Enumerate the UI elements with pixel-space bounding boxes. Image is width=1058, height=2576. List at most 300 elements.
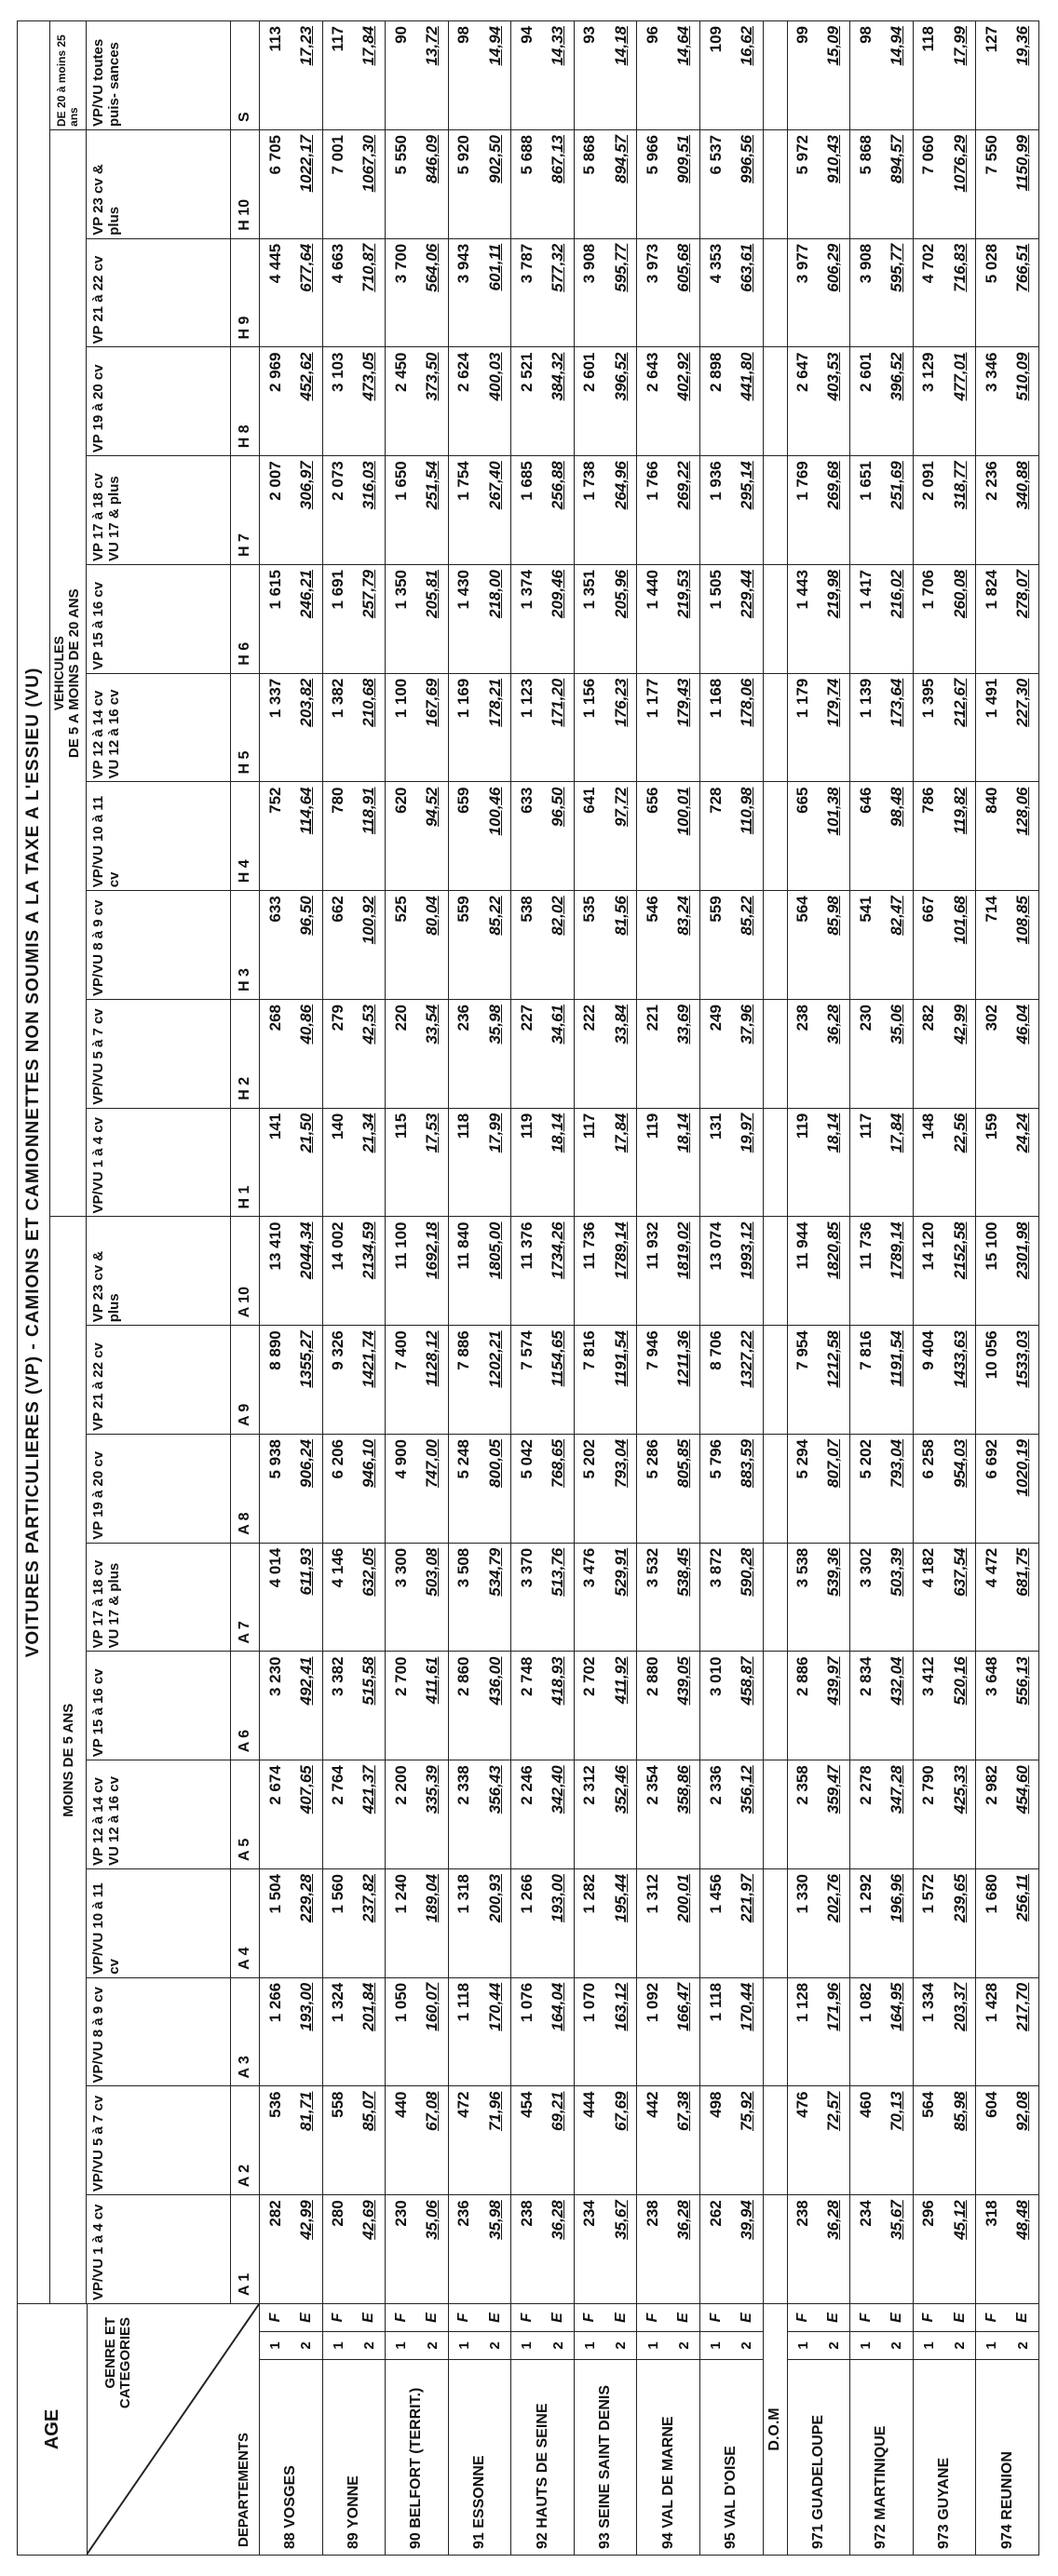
euro-value-cell [416, 129, 448, 238]
department-code: 972 [873, 2524, 889, 2549]
column-label: VP/VU 8 à 9 cv [87, 891, 231, 1000]
euro-value: 17,84 [359, 26, 378, 66]
euro-value-cell [354, 1868, 386, 1977]
euro-value: 318,77 [950, 461, 969, 510]
euro-value-cell [480, 2195, 511, 2304]
euro-value: 202,76 [824, 1873, 843, 1922]
euro-value: 894,57 [611, 134, 630, 183]
row-number: 2 [543, 2332, 575, 2360]
dom-label: D.O.M [763, 2303, 787, 2555]
franc-value: 1 334 [913, 1977, 944, 2086]
euro-value-cell [1007, 1652, 1038, 1760]
euro-value: 256,88 [549, 461, 567, 510]
euro-value-cell [944, 891, 976, 1000]
euro-value: 894,57 [887, 134, 905, 183]
franc-value: 1 168 [699, 673, 731, 782]
euro-value-cell [605, 347, 637, 456]
euro-value-cell [480, 782, 511, 891]
column-code: H 2 [231, 999, 260, 1108]
franc-value: 11 736 [574, 1217, 605, 1326]
euro-value-cell [731, 2195, 763, 2304]
euro-value: 210,68 [359, 678, 378, 727]
euro-value: 39,94 [737, 2200, 755, 2240]
euro-value: 212,67 [950, 678, 969, 727]
euro-value: 295,14 [737, 461, 755, 510]
currency-euro-mark: E [354, 2303, 386, 2331]
column-label: VP 15 à 16 cv [87, 1652, 231, 1760]
franc-value: 840 [976, 782, 1008, 891]
franc-value: 667 [913, 891, 944, 1000]
group-moins-5-ans: MOINS DE 5 ANS [50, 1217, 87, 2304]
euro-value-cell [819, 782, 850, 891]
row-number: 2 [354, 2332, 386, 2360]
euro-value-cell [416, 1543, 448, 1652]
franc-value: 5 938 [260, 1434, 292, 1543]
franc-value: 2 880 [637, 1652, 669, 1760]
euro-value-cell [944, 1326, 976, 1435]
franc-value: 119 [787, 1108, 819, 1217]
euro-value: 42,69 [359, 2200, 378, 2240]
euro-value: 67,08 [423, 2091, 441, 2132]
euro-value-cell [944, 782, 976, 891]
euro-value-cell [731, 2086, 763, 2195]
franc-value: 7 400 [386, 1326, 417, 1435]
empty-cell [763, 2195, 787, 2304]
euro-value-cell [291, 2086, 322, 2195]
euro-value: 793,04 [887, 1438, 905, 1488]
euro-value: 100,46 [485, 787, 504, 836]
header-corner [18, 2303, 260, 2555]
column-label: VP 23 cv & plus [87, 1217, 231, 1326]
euro-value: 176,23 [611, 678, 630, 727]
euro-value: 82,47 [887, 896, 905, 936]
euro-value-cell [1007, 347, 1038, 456]
department-name: ESSONNE [470, 2455, 487, 2529]
dom-section-row [763, 21, 787, 2556]
empty-cell [763, 1760, 787, 1869]
euro-value: 595,77 [611, 243, 630, 292]
franc-value: 538 [511, 891, 543, 1000]
euro-value: 219,53 [674, 569, 693, 618]
franc-value: 7 946 [637, 1326, 669, 1435]
franc-value: 3 370 [511, 1543, 543, 1652]
euro-value: 200,93 [485, 1873, 504, 1922]
euro-value-cell [543, 1543, 575, 1652]
euro-value-cell [669, 1326, 700, 1435]
euro-value: 454,60 [1013, 1765, 1032, 1814]
euro-value: 1022,17 [296, 134, 315, 193]
euro-value-cell [416, 673, 448, 782]
franc-value: 1 177 [637, 673, 669, 782]
currency-franc-mark: F [574, 2303, 605, 2331]
euro-value-cell [944, 21, 976, 130]
franc-value: 262 [699, 2195, 731, 2304]
euro-value-cell [291, 999, 322, 1108]
table-row [699, 21, 731, 2556]
euro-value-cell [944, 1652, 976, 1760]
euro-value-cell [881, 782, 913, 891]
euro-value: 17,84 [611, 1113, 630, 1153]
franc-value: 7 886 [448, 1326, 480, 1435]
euro-value-cell [416, 1652, 448, 1760]
franc-value: 4 445 [260, 238, 292, 347]
euro-value: 510,09 [1013, 352, 1032, 401]
euro-value: 196,96 [887, 1873, 905, 1922]
franc-value: 3 943 [448, 238, 480, 347]
euro-value: 17,99 [485, 1113, 504, 1153]
column-code: A 1 [231, 2195, 260, 2304]
euro-value-cell [291, 782, 322, 891]
euro-value-cell [354, 891, 386, 1000]
department-name: BELFORT (TERRIT.) [408, 2387, 425, 2529]
franc-value: 1 430 [448, 564, 480, 673]
euro-value-cell [944, 238, 976, 347]
table-row [605, 21, 637, 2556]
euro-value-cell [819, 1760, 850, 1869]
franc-value: 10 056 [976, 1326, 1008, 1435]
franc-value: 3 103 [322, 347, 354, 456]
franc-value: 2 860 [448, 1652, 480, 1760]
euro-value-cell [669, 1868, 700, 1977]
euro-value-cell [543, 564, 575, 673]
euro-value-cell [881, 129, 913, 238]
euro-value: 35,67 [887, 2200, 905, 2240]
euro-value: 36,28 [674, 2200, 693, 2240]
franc-value: 1 123 [511, 673, 543, 782]
franc-value: 536 [260, 2086, 292, 2195]
euro-value: 42,53 [359, 1004, 378, 1045]
euro-value: 170,44 [485, 1982, 504, 2031]
euro-value: 67,38 [674, 2091, 693, 2132]
column-label: VP 12 à 14 cv VU 12 à 16 cv [87, 673, 231, 782]
table-row [637, 21, 669, 2556]
franc-value: 109 [699, 21, 731, 130]
franc-value: 6 258 [913, 1434, 944, 1543]
franc-value: 1 139 [850, 673, 882, 782]
euro-value-cell [291, 1108, 322, 1217]
franc-value: 99 [787, 21, 819, 130]
franc-value: 3 346 [976, 347, 1008, 456]
euro-value-cell [881, 564, 913, 673]
euro-value: 425,33 [950, 1765, 969, 1814]
department-code: 94 [659, 2532, 676, 2549]
euro-value: 909,51 [674, 134, 693, 183]
euro-value-cell [354, 21, 386, 130]
franc-value: 665 [787, 782, 819, 891]
euro-value: 538,45 [674, 1547, 693, 1597]
franc-value: 1 706 [913, 564, 944, 673]
column-label: VP/VU 10 à 11 cv [87, 1868, 231, 1977]
franc-value: 2 898 [699, 347, 731, 456]
franc-value: 476 [787, 2086, 819, 2195]
column-code: S [231, 21, 260, 130]
euro-value-cell [543, 456, 575, 565]
euro-value-cell [819, 1543, 850, 1652]
franc-value: 5 294 [787, 1434, 819, 1543]
euro-value: 35,06 [423, 2200, 441, 2240]
franc-value: 728 [699, 782, 731, 891]
euro-value-cell [416, 564, 448, 673]
franc-value: 564 [913, 2086, 944, 2195]
euro-value: 373,50 [423, 352, 441, 401]
euro-value: 101,38 [824, 787, 843, 836]
franc-value: 1 691 [322, 564, 354, 673]
euro-value: 1076,29 [950, 134, 969, 193]
euro-value: 71,96 [485, 2091, 504, 2132]
euro-value-cell [731, 1108, 763, 1217]
franc-value: 2 702 [574, 1652, 605, 1760]
euro-value-cell [354, 782, 386, 891]
euro-value: 119,82 [950, 787, 969, 835]
euro-value-cell [416, 2086, 448, 2195]
euro-value: 269,22 [674, 461, 693, 510]
euro-value: 81,56 [611, 896, 630, 936]
euro-value-cell [1007, 1217, 1038, 1326]
franc-value: 141 [260, 1108, 292, 1217]
euro-value-cell [731, 999, 763, 1108]
department-name: HAUTS DE SEINE [534, 2403, 550, 2529]
euro-value-cell [731, 238, 763, 347]
department-cell [574, 2360, 637, 2556]
row-number: 1 [322, 2332, 354, 2360]
department-cell [511, 2360, 575, 2556]
table-row [944, 21, 976, 2556]
genre-categories-label [103, 2317, 133, 2408]
euro-value: 219,98 [824, 569, 843, 618]
euro-value: 590,28 [737, 1547, 755, 1597]
euro-value: 793,04 [611, 1438, 630, 1488]
euro-value-cell [605, 782, 637, 891]
franc-value: 148 [913, 1108, 944, 1217]
table-row [669, 21, 700, 2556]
row-number: 1 [787, 2332, 819, 2360]
currency-euro-mark: E [731, 2303, 763, 2331]
euro-value-cell [944, 1217, 976, 1326]
euro-value-cell [543, 891, 575, 1000]
euro-value: 33,69 [674, 1004, 693, 1045]
franc-value: 1 312 [637, 1868, 669, 1977]
euro-value-cell [543, 673, 575, 782]
column-code: H 9 [231, 238, 260, 347]
franc-value: 1 156 [574, 673, 605, 782]
department-code: 973 [935, 2524, 952, 2549]
franc-value: 5 248 [448, 1434, 480, 1543]
column-label: VP/VU 10 à 11 cv [87, 782, 231, 891]
euro-value: 85,22 [737, 896, 755, 936]
table-row [574, 21, 605, 2556]
franc-value: 1 456 [699, 1868, 731, 1977]
franc-value: 96 [637, 21, 669, 130]
euro-value-cell [669, 2086, 700, 2195]
departements-label: DEPARTEMENTS [236, 2432, 252, 2547]
column-label: VP 21 à 22 cv [87, 238, 231, 347]
franc-value: 2 338 [448, 1760, 480, 1869]
franc-value: 1 070 [574, 1977, 605, 2086]
euro-value-cell [819, 1977, 850, 2086]
franc-value: 1 118 [448, 1977, 480, 2086]
franc-value: 6 537 [699, 129, 731, 238]
franc-value: 238 [787, 999, 819, 1108]
franc-value: 1 824 [976, 564, 1008, 673]
euro-value: 114,64 [296, 787, 315, 835]
euro-value: 946,10 [359, 1438, 378, 1488]
row-number: 1 [574, 2332, 605, 2360]
euro-value-cell [669, 238, 700, 347]
franc-value: 2 969 [260, 347, 292, 456]
euro-value-cell [605, 673, 637, 782]
tariff-table-frame [17, 20, 1039, 2556]
euro-value-cell [605, 891, 637, 1000]
franc-value: 3 872 [699, 1543, 731, 1652]
franc-value: 2 091 [913, 456, 944, 565]
euro-value: 340,88 [1013, 461, 1032, 510]
franc-value: 117 [574, 1108, 605, 1217]
row-number: 2 [731, 2332, 763, 2360]
euro-value: 439,05 [674, 1656, 693, 1706]
franc-value: 131 [699, 1108, 731, 1217]
euro-value-cell [669, 1760, 700, 1869]
empty-cell [763, 129, 787, 238]
column-code: A 2 [231, 2086, 260, 2195]
euro-value: 1128,12 [423, 1330, 441, 1387]
euro-value-cell [1007, 2195, 1038, 2304]
euro-value: 954,03 [950, 1438, 969, 1488]
franc-value: 2 312 [574, 1760, 605, 1869]
franc-value: 268 [260, 999, 292, 1108]
franc-value: 238 [511, 2195, 543, 2304]
franc-value: 230 [850, 999, 882, 1108]
euro-value-cell [354, 1543, 386, 1652]
euro-value: 1191,54 [887, 1330, 905, 1387]
column-label: VP 19 à 20 cv [87, 347, 231, 456]
franc-value: 2 278 [850, 1760, 882, 1869]
franc-value: 1 651 [850, 456, 882, 565]
franc-value: 1 318 [448, 1868, 480, 1977]
euro-value: 1993,12 [737, 1221, 755, 1279]
euro-value: 342,40 [549, 1765, 567, 1814]
euro-value-cell [669, 999, 700, 1108]
table-row [416, 21, 448, 2556]
euro-value: 358,86 [674, 1765, 693, 1814]
franc-value: 11 376 [511, 1217, 543, 1326]
euro-value: 14,33 [549, 26, 567, 66]
franc-value: 1 505 [699, 564, 731, 673]
euro-value: 1202,21 [485, 1330, 504, 1388]
euro-value: 35,98 [485, 1004, 504, 1045]
franc-value: 5 550 [386, 129, 417, 238]
euro-value-cell [669, 673, 700, 782]
euro-value-cell [543, 2195, 575, 2304]
empty-cell [763, 1434, 787, 1543]
euro-value-cell [291, 1977, 322, 2086]
franc-value: 1 560 [322, 1868, 354, 1977]
franc-value: 238 [787, 2195, 819, 2304]
euro-value: 807,07 [824, 1438, 843, 1488]
euro-value: 400,03 [485, 352, 504, 401]
euro-value: 418,93 [549, 1656, 567, 1706]
franc-value: 1 572 [913, 1868, 944, 1977]
euro-value: 513,76 [549, 1547, 567, 1597]
euro-value-cell [819, 347, 850, 456]
euro-value: 16,62 [737, 26, 755, 66]
euro-value: 1067,30 [359, 134, 378, 193]
franc-value: 1 504 [260, 1868, 292, 1977]
row-number: 2 [669, 2332, 700, 2360]
euro-value: 2301,98 [1013, 1221, 1032, 1279]
department-cell [637, 2360, 700, 2556]
table-row [448, 21, 480, 2556]
franc-value: 11 736 [850, 1217, 882, 1326]
franc-value: 4 663 [322, 238, 354, 347]
franc-value: 1 766 [637, 456, 669, 565]
row-number: 2 [480, 2332, 511, 2360]
column-code: H 3 [231, 891, 260, 1000]
euro-value-cell [669, 1977, 700, 2086]
euro-value: 173,64 [887, 678, 905, 727]
franc-value: 4 900 [386, 1434, 417, 1543]
franc-value: 2 647 [787, 347, 819, 456]
franc-value: 90 [386, 21, 417, 130]
franc-value: 230 [386, 2195, 417, 2304]
franc-value: 5 042 [511, 1434, 543, 1543]
euro-value: 70,13 [887, 2091, 905, 2132]
euro-value: 710,87 [359, 243, 378, 292]
euro-value-cell [819, 1868, 850, 1977]
euro-value-cell [1007, 129, 1038, 238]
euro-value: 677,64 [296, 243, 315, 292]
euro-value-cell [480, 347, 511, 456]
euro-value: 768,65 [549, 1438, 567, 1488]
euro-value-cell [944, 1434, 976, 1543]
euro-value: 160,07 [423, 1982, 441, 2031]
franc-value: 1 050 [386, 1977, 417, 2086]
euro-value: 203,82 [296, 678, 315, 727]
euro-value: 534,79 [485, 1547, 504, 1597]
euro-value-cell [1007, 2086, 1038, 2195]
tariff-table [17, 20, 1039, 2556]
franc-value: 2 601 [574, 347, 605, 456]
franc-value: 11 100 [386, 1217, 417, 1326]
table-body [260, 21, 1039, 2556]
euro-value-cell [669, 1434, 700, 1543]
euro-value: 17,53 [423, 1113, 441, 1153]
franc-value: 11 944 [787, 1217, 819, 1326]
franc-value: 249 [699, 999, 731, 1108]
table-title: VOITURES PARTICULIERES (VP) - CAMIONS ET CAMIONNETTES NON SOUMIS A LA TAXE A L'ESSIEU (VU) [18, 21, 50, 2304]
group-5-a-20-label: DE 5 A MOINS DE 20 ANS [65, 588, 82, 759]
franc-value: 5 966 [637, 129, 669, 238]
franc-value: 1 118 [699, 1977, 731, 2086]
euro-value-cell [480, 1326, 511, 1435]
currency-euro-mark: E [669, 2303, 700, 2331]
empty-cell [763, 782, 787, 891]
table-row [731, 21, 763, 2556]
franc-value: 4 014 [260, 1543, 292, 1652]
euro-value: 805,85 [674, 1438, 693, 1488]
euro-value-cell [731, 782, 763, 891]
euro-value: 40,86 [296, 1004, 315, 1045]
euro-value: 85,22 [485, 896, 504, 936]
row-number: 2 [291, 2332, 322, 2360]
department-name: REUNION [998, 2451, 1015, 2520]
department-code: 971 [809, 2524, 826, 2549]
euro-value-cell [416, 1868, 448, 1977]
department-cell [699, 2360, 763, 2556]
franc-value: 1 179 [787, 673, 819, 782]
euro-value-cell [881, 999, 913, 1108]
euro-value-cell [881, 2086, 913, 2195]
currency-franc-mark: F [850, 2303, 882, 2331]
